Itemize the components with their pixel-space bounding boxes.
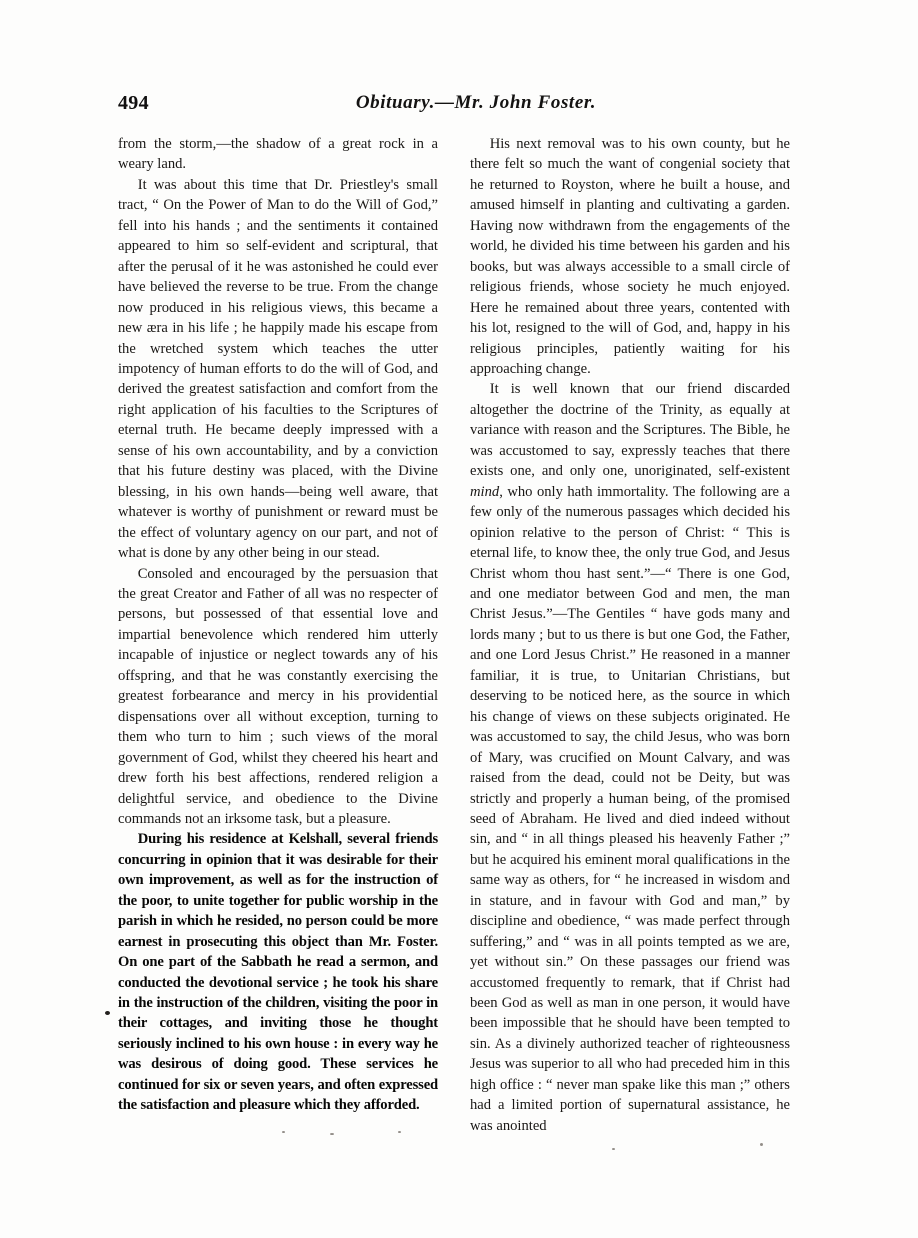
scan-dust-speck — [760, 1143, 763, 1146]
scan-dust-speck — [330, 1133, 334, 1135]
left-text-column — [118, 134, 438, 1144]
paragraph: During his residence at Kelshall, several friends concurring in opinion that it was desirable for their own improvement, as well as for the instruction of the poor, to unite together for public worship in the parish in which he resided, no person could be more earnest in prosecuting this object than Mr. Foster. On one part of the Sabbath he read a sermon, and conducted the devotional service ; he took his share in the instruction of the children, visiting the poor in their cottages, and inviting those he thought seriously inclined to his own house : in every way he was desirous of doing good. These services he continued for six or seven years, and often expressed the satisfaction and pleasure which they afforded. — [118, 831, 438, 1114]
scan-dust-speck — [398, 1131, 401, 1133]
scan-dust-speck — [612, 1148, 615, 1150]
scan-dust-speck — [282, 1131, 285, 1133]
page-folio-number: 494 — [118, 92, 149, 114]
paragraph: It was about this time that Dr. Priestley's small tract, “ On the Power of Man to do the Will of God,” fell into his hands ; and the sentiments it contained appeared to him so self-evident and scriptural, that after the perusal of it he was astonished he could ever have believed the reverse to be true. From the change now produced in his religious views, this became a new æra in his life ; he happily made his escape from the wretched system which teaches the utter impotency of human efforts to do the will of God, and derived the greatest satisfaction and comfort from the right application of his faculties to the Scriptures of eternal truth. He became deeply impressed with a sense of his own accountability, and by a conviction that his future destiny was placed, with the Divine blessing, in his own hands—being well aware, that whatever is worthy of punishment or reward must be the effect of voluntary agency on our part, and not of what is done by any other being in our stead. — [118, 176, 438, 562]
paragraph: It is well known that our friend discarded altogether the doctrine of the Trinity, as equally at variance with reason and the Scriptures. The Bible, he was accustomed to say, expressly teaches that there exists one, and only one, unoriginated, self-existent mind, who only hath immortality. The following are a few only of the numerous passages which decided his opinion relative to the person of Christ: “ This is eternal life, to know thee, the only true God, and Jesus Christ whom thou hast sent.”—“ There is one God, and one mediator between God and men, the man Christ Jesus.”—The Gentiles “ have gods many and lords many ; but to us there is but one God, the Father, and one Lord Jesus Christ.” He reasoned in a manner familiar, it is true, to Unitarian Christians, but deserving to be noticed here, as the source in which his change of views on these subjects originated. He was accustomed to say, the child Jesus, who was born of Mary, was crucified on Mount Calvary, and was raised from the dead, could not be Deity, but was strictly and properly a human being, of the promised seed of Abraham. He lived and died indeed without sin, and “ in all things pleased his heavenly Father ;” but he acquired his eminent moral qualifications in the same way as others, for “ he increased in wisdom and in stature, and in favour with God and man,” by discipline and obedience, “ was made perfect through suffering,” and “ was in all points tempted as we are, yet without sin.” On these passages our friend was accustomed frequently to remark, that if Christ had been God as well as man in one person, it would have been impossible that he should have been tempted to sin. As a divinely authorized teacher of righteousness Jesus was superior to all who had preceded him in this high office : “ never man spake like this man ;” others had a limited portion of supernatural assistance, he was anointed — [470, 381, 790, 1134]
running-head-title: Obituary.—Mr. John Foster. — [355, 92, 597, 113]
paragraph: His next removal was to his own county, but he there felt so much the want of congenial society that he returned to Royston, where he built a house, and amused himself in planting and cultivating a garden. Having now withdrawn from the engagements of the world, he divided his time between his garden and his books, but was always accessible to a small circle of religious friends, whose society he much enjoyed. Here he remained about three years, contented with his lot, resigned to the will of God, and, happy in his religious principles, patiently waiting for his approaching change. — [470, 136, 790, 377]
body-columns — [118, 134, 790, 1144]
margin-ink-speck — [105, 1011, 110, 1015]
right-text-column — [470, 134, 790, 1144]
emphasised-word: mind — [470, 483, 500, 500]
paragraph: Consoled and encouraged by the persuasion that the great Creator and Father of all was no respecter of persons, but possessed of that essential love and impartial benevolence which rendered him utterly incapable of injustice or neglect towards any of his offspring, and that he was constantly exercising the greatest forbearance and mercy in his providential dispensations over all without exception, turning to them who turn to him ; such views of the moral government of God, whilst they cheered his heart and drew forth his best affections, rendered religion a delightful service, and obedience to the Divine commands not an irksome task, but a pleasure. — [118, 565, 438, 827]
paragraph: from the storm,—the shadow of a great rock in a weary land. — [118, 136, 438, 173]
running-head — [118, 92, 790, 114]
